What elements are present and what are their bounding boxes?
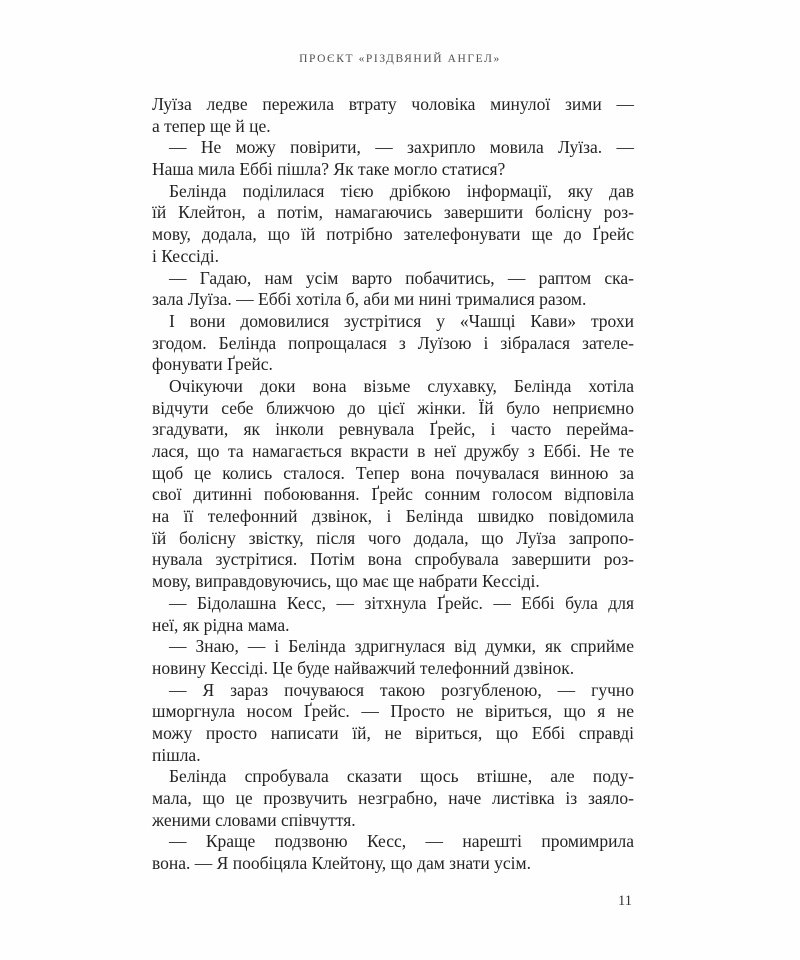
text-line: новину Кессіді. Це буде найважчий телефонний дзвінок. (152, 657, 575, 678)
body-text (152, 94, 634, 875)
text-line: І вони домовилися зустрітися у «Чашці Кави» трохи (169, 310, 634, 331)
text-line: Очікуючи доки вона візьме слухавку, Белінда хотіла (169, 375, 634, 396)
text-line: вона. — Я пообіцяла Клейтону, що дам знати усім. (152, 853, 531, 874)
text-line: неї, як рідна мама. (152, 614, 290, 635)
text-line: згадувати, як інколи ревнувала Ґрейс, і часто перейма- (152, 419, 634, 440)
text-line: Наша мила Еббі пішла? Як таке могло статися? (152, 159, 506, 180)
text-line: лася, що та намагається вкрасти в неї дружбу з Еббі. Не те (152, 441, 634, 461)
running-header: ПРОЄКТ «РІЗДВЯНИЙ АНГЕЛ» (299, 53, 501, 65)
text-line: Белінда поділилася тією дрібкою інформації, яку дав (169, 180, 634, 201)
text-line: — Я зараз почуваюся такою розгубленою, — гучно (169, 679, 634, 700)
text-line: їй Клейтон, а потім, намагаючись завершити болісну роз- (152, 202, 634, 223)
text-line: можу просто написати їй, не віриться, що Еббі справді (152, 722, 634, 743)
text-line: і Кессіді. (152, 245, 219, 266)
text-line: — Не можу повірити, — захрипло мовила Луїза. — (169, 137, 634, 158)
text-line: щоб це колись сталося. Тепер вона почувалася винною за (152, 462, 634, 483)
text-line: — Знаю, — і Белінда здригнулася від думки, як сприйме (169, 636, 634, 657)
text-line: женими словами співчуття. (152, 809, 356, 830)
text-line: їй болісну звістку, після чого додала, що Луїза запропо- (152, 527, 634, 548)
text-line: нувала зустрітися. Потім вона спробувала завершити роз- (152, 549, 634, 570)
text-line: — Бідолашна Кесс, — зітхнула Ґрейс. — Еббі була для (169, 592, 634, 613)
text-line: свої дитинні побоювання. Ґрейс сонним голосом відповіла (152, 484, 634, 505)
page-number: 11 (618, 893, 632, 909)
text-line: Луїза ледве пережила втрату чоловіка минулої зими — (152, 94, 634, 114)
text-line: пішла. (152, 744, 201, 765)
text-line: на її телефонний дзвінок, і Белінда швидко повідомила (152, 506, 634, 527)
text-line: фонувати Ґрейс. (152, 354, 273, 375)
text-line: відчути себе ближчою до цієї жінки. Їй було неприємно (152, 397, 634, 418)
text-line: — Краще подзвоню Кесс, — нарешті промимрила (169, 831, 634, 852)
text-line: згодом. Белінда попрощалася з Луїзою і зібралася зателе- (152, 332, 634, 353)
text-line: шморгнула носом Ґрейс. — Просто не віриться, що я не (152, 701, 634, 722)
text-line: Белінда спробувала сказати щось втішне, але поду- (169, 766, 634, 787)
text-line: мову, виправдовуючись, що має ще набрати Кессіді. (152, 571, 540, 592)
text-line: мала, що це прозвучить незграбно, наче листівка із заяло- (152, 788, 634, 808)
text-line: зала Луїза. — Еббі хотіла б, аби ми нині трималися разом. (152, 289, 587, 310)
text-line: — Гадаю, нам усім варто побачитись, — раптом ска- (169, 267, 634, 288)
text-line: мову, додала, що їй потрібно зателефонувати ще до Ґрейс (152, 224, 634, 245)
text-line: а тепер ще й це. (152, 115, 271, 136)
